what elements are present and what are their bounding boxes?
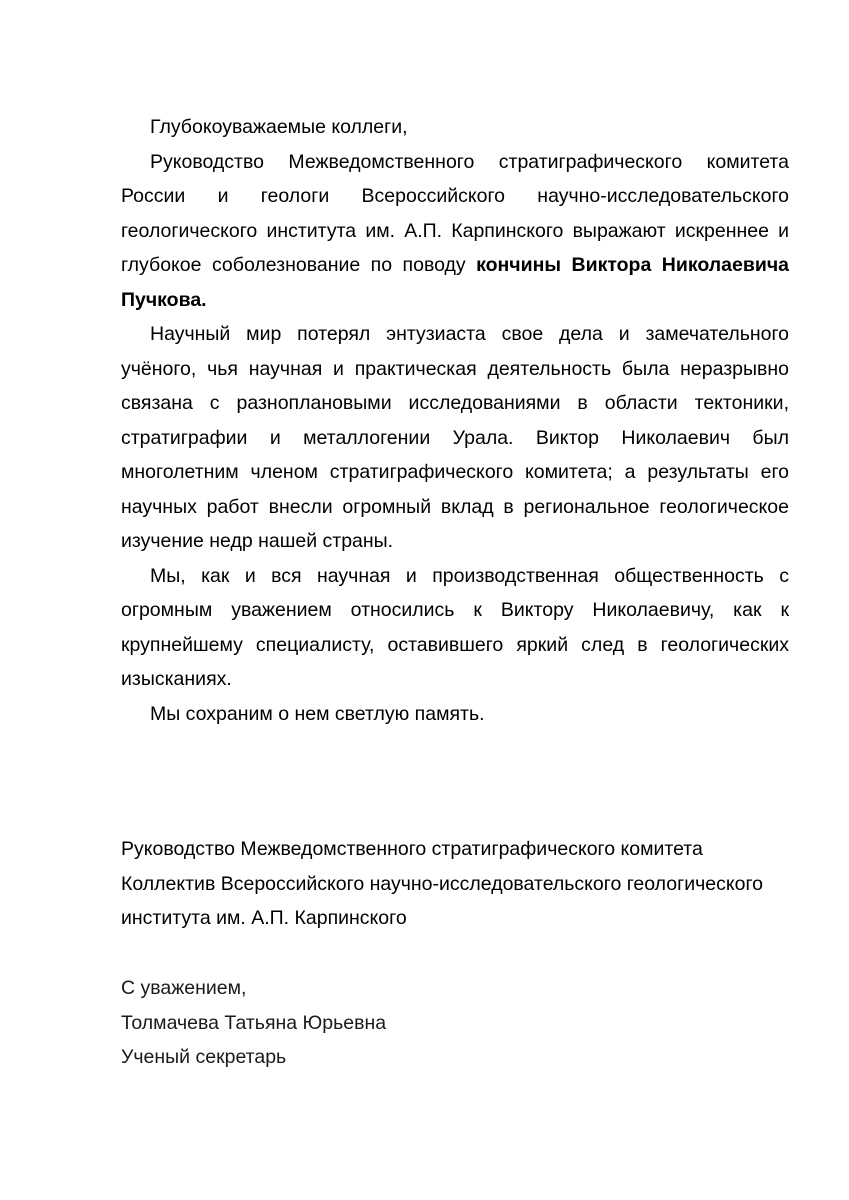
signature-institute: Коллектив Всероссийского научно-исследовательского геологического института им. А.П. Карпинского	[121, 872, 763, 929]
signer-position: Ученый секретарь	[121, 1046, 287, 1068]
paragraph-tribute: Научный мир потерял энтузиаста свое дела и замечательного учёного, чья научная и практическая деятельность была неразрывно связана с разноплановыми исследованиями в области тектоники, стратиграфии и металлогении Урала. Виктор Николаевич был многолетним членом стратиграфического комитета; а результаты его научных работ внесли огромный вклад в региональное геологическое изучение недр нашей страны.	[121, 323, 789, 552]
signer-name: Толмачева Татьяна Юрьевна	[121, 1011, 387, 1034]
closing-regards: С уважением,	[121, 977, 247, 999]
paragraph-condolence	[121, 145, 789, 318]
greeting: Глубокоуважаемые коллеги,	[150, 116, 408, 138]
condolence-bold-name: кончины Виктора Николаевича Пучкова.	[121, 254, 789, 311]
closing-block	[121, 971, 721, 1075]
condolence-text: Руководство Межведомственного стратиграфического комитета России и геологи Всероссийского научно-исследовательского геологического института им. А.П. Карпинского выражают искреннее и глубокое соболезнование по поводу	[121, 150, 789, 276]
signature-committee: Руководство Межведомственного стратиграфического комитета	[121, 838, 703, 860]
paragraph-respect: Мы, как и вся научная и производственная общественность с огромным уважением относились к Виктору Николаевичу, как к крупнейшему специалисту, оставившего яркий след в геологических изысканиях.	[121, 564, 789, 690]
paragraph-memory: Мы сохраним о нем светлую память.	[150, 702, 485, 725]
signature-block	[121, 832, 821, 936]
letter-body	[121, 110, 789, 731]
